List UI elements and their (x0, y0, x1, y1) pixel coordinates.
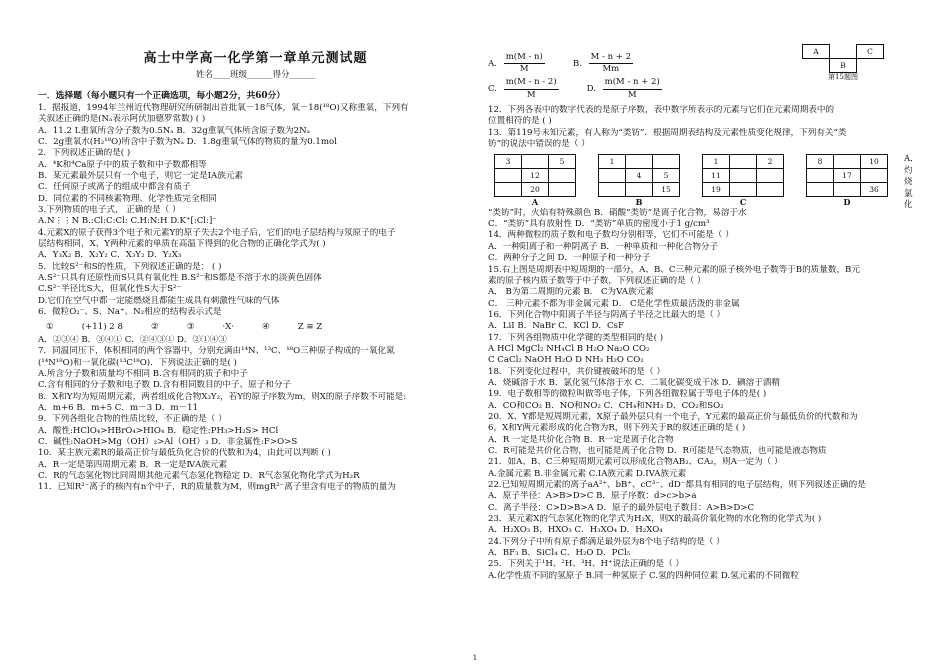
grid-cell (522, 155, 549, 169)
q6-symbol: ④ (262, 321, 270, 332)
question-line: 15.右上图是周期表中短周期的一部分，A、B、C三种元素的原子核外电子数等于B的质量数，B元 (488, 264, 860, 275)
question-line: 24.下列分子中所有原子都满足最外层为8个电子结构的是（ ） (488, 536, 725, 547)
question-line: C．碱性:NaOH>Mg（OH）₂>Al（OH）₃ D．非金属性:F>O>S (38, 436, 298, 447)
question-line: A.N⋮⋮N B.:Cl:C:Cl: C.H:N:H D.K⁺[:Cl:]⁻ (38, 216, 217, 227)
q11-option-d: D. $\frac{m(M - n + 2)}{M}$ (586, 77, 660, 100)
q12-table-c: 1 2 11 19 C (702, 154, 784, 208)
question-line: C．两种分子之间 D．一种原子和一种分子 (488, 253, 651, 264)
question-line: 21．如A、B、C三种短周期元素可以形成化合物AB₂、CA₂，则A一定为（ ） (488, 457, 783, 468)
grid-cell (834, 183, 861, 197)
question-line: A．烧碱溶于水 B．氯化氢气体溶于水 C．二氧化碳变成干冰 D．碘溶于酒精 (488, 377, 780, 388)
grid-cell: 2 (757, 155, 784, 169)
q6-structure-row (46, 322, 473, 333)
question-line: 钫”的说法中错误的是（ ） (488, 138, 590, 149)
q15-figure (802, 44, 884, 82)
question-line: A．CO和CO₂ B．NO和NO₂ C．CH₄和NH₃ D．CO₂和SO₂ (488, 400, 724, 411)
question-line: A.金属元素 B.非金属元素 C.IA族元素 D.IVA族元素 (488, 468, 687, 479)
q12-table-b: 1 4 5 15 B (598, 154, 680, 208)
question-line: A．R一定是第四周期元素 B．R一定是ⅣA族元素 (38, 459, 228, 470)
question-line: C．任何原子或离子的组成中都含有质子 (38, 182, 191, 193)
grid-cell (626, 155, 653, 169)
grid-cell (757, 169, 784, 183)
question-block-2 (38, 346, 473, 493)
question-block-1 (38, 103, 473, 319)
question-line: C．“类钫”具有放射性 D．“类钫”单质的密度小于1 g/cm³ (488, 219, 710, 230)
question-line: 25．下列关于¹H、²H、³H、H⁺说法正确的是（ ） (488, 559, 685, 570)
q6-symbol: ① (46, 321, 54, 332)
question-line: A． B为第二周期的元素 B． C为VA族元素 (488, 287, 654, 298)
question-line: 16．下列化合物中阳离子半径与阴离子半径之比最大的是（ ） (488, 309, 726, 320)
question-line: 6．微粒O₂⁻、S、Na⁺、N₂相应的结构表示式是 (38, 307, 222, 318)
question-line: (¹⁴N¹⁸O)和一氧化碳(¹³C¹⁸O)．下列说法正确的是( ) (38, 357, 237, 368)
q13-option-a-vertical: A．灼烧氯化 (904, 154, 919, 211)
grid-cell (653, 155, 680, 169)
periodic-grid (702, 154, 784, 197)
question-line: 23．某元素X的气态氢化物的化学式为H₂X，则X的最高价氧化物的水化物的化学式为( ) (488, 514, 822, 525)
q6-symbol: ③ (186, 321, 195, 332)
q6-atom-diagram: (+11) 2 8 (81, 321, 123, 332)
question-line: A．m+6 B．m+5 C．m－3 D．m－11 (38, 402, 199, 413)
grid-cell: 19 (703, 183, 730, 197)
right-column (488, 0, 919, 582)
grid-cell: 20 (522, 183, 549, 197)
question-line: A．Y₃X₂ B．X₂Y₂ C．X₃Y₂ D．Y₂X₃ (38, 250, 182, 261)
question-line: A.化学性质不同的氢原子 B.同一种氢原子 C.氢的四种同位素 D.氢元素的不同微粒 (488, 570, 799, 581)
question-line: B．某元素最外层只有一个电子，则它一定是ⅠA族元素 (38, 171, 243, 182)
question-line: 8．X和Y均为短周期元素，两者组成化合物X₃Y₂，若Y的原子序数为m，则X的原子序数不可能是: (38, 391, 407, 402)
periodic-grid (494, 154, 576, 197)
question-line: A HCl MgCl₂ NH₄Cl B H₂O Na₂O CO₂ (488, 343, 650, 354)
grid-cell: 11 (703, 169, 730, 183)
grid-cell (549, 169, 576, 183)
question-block-4 (488, 208, 908, 582)
question-line: A．原子半径：A>B>D>C B．原子序数：d>c>b>a (488, 491, 697, 502)
question-line: D．同位素的不同核素物理、化学性质完全相同 (38, 193, 217, 204)
q12-table-d: 8 10 17 36 D (806, 154, 888, 208)
question-line: 14．两种微粒的质子数和电子数均分别相等，它们不可能是（ ） (488, 230, 734, 241)
question-line: 20．X、Y都是短周期元素，X原子最外层只有一个电子，Y元素的最高正价与最低负价的代数和为 (488, 411, 858, 422)
question-line: 22.已知短周期元素的离子aA²⁺、bB⁺、cC³⁻、dD⁻都具有相同的电子层结构，则下列叙述正确的是 (488, 480, 866, 491)
question-line: 19．电子数相等的微粒叫做等电子体，下列各组微粒属于等电子体的是( ) (488, 389, 767, 400)
grid-cell: 3 (495, 155, 522, 169)
question-line: C．2g重氧水(H₂¹⁸O)所含中子数为Nₐ D．1.8g重氧气体的物质的量为0.1mol (38, 137, 337, 148)
grid-cell (807, 169, 834, 183)
question-line: A．LiI B．NaBr C．KCl D．CsF (488, 321, 624, 332)
grid-cell (807, 183, 834, 197)
question-line: 13．第119号未知元素，有人称为“类钫”．根据周期表结构及元素性质变化规律，下列有关“类 (488, 127, 847, 138)
student-info-line: 姓名____班级______得分______ (195, 70, 315, 81)
periodic-grid (806, 154, 888, 197)
grid-cell (495, 169, 522, 183)
grid-cell: 12 (522, 169, 549, 183)
question-line: 5．比较S²⁻和S的性质，下列叙述正确的是： ( ) (38, 261, 222, 272)
periodic-grid (598, 154, 680, 197)
grid-cell: 8 (807, 155, 834, 169)
question-line: 17．下列各组物质中化学键的类型相同的是( ) (488, 332, 664, 343)
q6-symbol: ② (150, 321, 159, 332)
question-line: A．酸性:HClO₄>HBrO₄>HIO₄ B．稳定性:PH₃>H₂S> HCl (38, 425, 279, 436)
grid-cell: 1 (703, 155, 730, 169)
grid-cell (549, 183, 576, 197)
grid-cell (730, 183, 757, 197)
section-heading: 一．选择题（每小题只有一个正确选项，每小题2分，共60分） (38, 91, 286, 102)
question-line: A．一种阳离子和一种阴离子 B．一种单质和一种化合物分子 (488, 241, 719, 252)
question-line: A.S²⁻只具有还原性而S只具有氧化性 B.S²⁻和S都是不溶于水的淡黄色固体 (38, 273, 322, 284)
question-line: C． 三种元素不都为非金属元素 D． C是化学性质最活泼的非金属 (488, 298, 740, 309)
question-line: A.所含分子数和质量均不相同 B.含有相同的质子和中子 (38, 368, 248, 379)
grid-cell: 5 (549, 155, 576, 169)
grid-cell (730, 169, 757, 183)
question-line: 10．某主族元素R的最高正价与最低负化合价的代数和为4，由此可以判断 ( ) (38, 448, 331, 459)
question-line: “类钫”时，火焰有特殊颜色 B．硝酸“类钫”是离子化合物，易溶于水 (488, 207, 747, 218)
grid-cell (599, 169, 626, 183)
q11-option-b: B. $\frac{M - n + 2}{Mm}$ (572, 52, 632, 75)
grid-cell: 15 (653, 183, 680, 197)
grid-cell: 36 (861, 183, 888, 197)
page-title: 高士中学高一化学第一章单元测试题 (143, 51, 368, 66)
grid-cell (861, 169, 888, 183)
question-line: A．11.2 L重氧所含分子数为0.5Nₐ B．32g重氧气体所含原子数为2Nₐ (38, 125, 310, 136)
question-line: A．R 一定是共价化合物 B．R一定是离子化合物 (488, 434, 674, 445)
question-line: 关叙述正确的是(Nₐ表示阿伏加德罗常数) ( ) (38, 114, 206, 125)
q12-table-a: 3 5 12 20 A (494, 154, 576, 208)
question-line: A．BF₃ B．SiCl₄ C．H₂O D．PCl₅ (488, 548, 631, 559)
question-line: 11．已知R²⁻离子的核内有n个中子，R的质量数为M，则mgR²⁻离子里含有电子的物质的量为 (38, 482, 396, 493)
q11-option-a: A. $\frac{m(M - n)}{M}$ (488, 52, 543, 75)
question-line: C.S²⁻半径比S大，但氧化性S大于S²⁻ (38, 284, 182, 295)
question-line: 层结构相同，X、Y两种元素的单质在高温下得到的化合物的正确化学式为( ) (38, 239, 326, 250)
q6-structure-formula: Z ≡ Z (297, 321, 323, 332)
page-number: 1 (472, 654, 478, 662)
question-line: A．⁴K和⁴Ca原子中的质子数和中子数都相等 (38, 159, 207, 170)
q15-caption: 第15题图 (828, 73, 858, 81)
question-block-3 (488, 105, 908, 150)
q15-periodic-fragment: A C B (802, 44, 884, 73)
question-line: 2．下列叙述正确的是( ) (38, 148, 131, 159)
grid-cell (626, 183, 653, 197)
question-line: C CaCl₂ NaOH H₂O D NH₃ H₂O CO₂ (488, 355, 644, 366)
question-line: A．H₂XO₃ B．HXO₃ C．H₃XO₄ D．H₂XO₄ (488, 525, 663, 536)
q11-option-c: C. $\frac{m(M - n - 2)}{M}$ (488, 77, 557, 100)
question-line: 4.元素X的原子获得3个电子和元素Y的原子失去2个电子后，它们的电子层结构与氖原子的电子 (38, 227, 396, 238)
question-line: 位置相符的是 ( ) (488, 116, 552, 127)
question-line: C．R可能是共价化合物，也可能是离子化合物 D．R可能是气态物质，也可能是液态物质 (488, 446, 827, 457)
grid-cell (495, 183, 522, 197)
question-line: C.含有相同的分子数和电子数 D.含有相同数目的中子、原子和分子 (38, 380, 292, 391)
grid-cell (730, 155, 757, 169)
left-column (38, 0, 473, 494)
question-line: 12．下列各表中的数字代表的是原子序数，表中数字所表示的元素与它们在元素周期表中的 (488, 104, 835, 115)
grid-cell: 10 (861, 155, 888, 169)
question-line: C．R的气态氢化物比同周期其他元素气态氢化物稳定 D．R气态氢化物化学式为H₂R (38, 470, 360, 481)
q6-options: A．②③④ B．③④① C．②④③① D．②①④③ (38, 334, 227, 345)
question-line: 6，X和Y两元素形成的化合物为R，则下列关于R的叙述正确的是 ( ) (488, 423, 746, 434)
grid-cell (757, 183, 784, 197)
question-line: 1．据报道，1994年兰州近代物理研究所研制出首批氧－18气体，氧－18(¹⁸O)又称重氧，下列有 (38, 102, 409, 113)
question-line: 7．同温同压下，体积相同的两个容器中，分别充满由¹⁴N、¹³C、¹⁸O三种原子构成的一氧化氮 (38, 346, 395, 357)
grid-cell (834, 155, 861, 169)
question-line: 18．下列变化过程中，共价键被破坏的是（ ） (488, 366, 665, 377)
grid-cell: 4 (626, 169, 653, 183)
grid-cell: 17 (834, 169, 861, 183)
grid-cell: 1 (599, 155, 626, 169)
question-line: C．离子半径：C>D>B>A D．原子的最外层电子数目：A>B>D>C (488, 502, 755, 513)
question-line: 素的原子核内质子数等于中子数，下列叙述正确的是（ ） (488, 275, 706, 286)
q12-tables-row (494, 154, 919, 211)
grid-cell (599, 183, 626, 197)
question-line: 9．下列各组化合物的性质比较，不正确的是（ ） (38, 414, 227, 425)
question-line: D.它们在空气中都一定能燃烧且都能生成具有刺激性气味的气体 (38, 295, 280, 306)
grid-cell: 5 (653, 169, 680, 183)
question-line: 3.下列物质的电子式， 正确的是（ ） (38, 205, 181, 216)
q6-electron-formula: ·X· (222, 321, 234, 332)
